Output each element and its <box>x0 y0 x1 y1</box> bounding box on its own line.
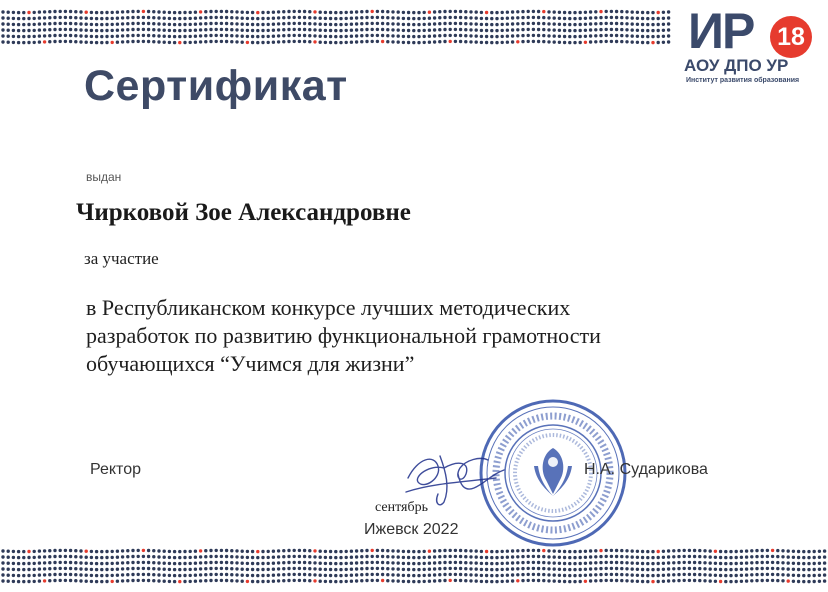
issue-city-year: Ижевск 2022 <box>364 521 459 538</box>
dotted-border-top <box>0 8 672 48</box>
dotted-border-bottom <box>0 547 828 589</box>
contest-line: в Республиканском конкурсе лучших методических <box>86 295 571 320</box>
certificate-title: Сертификат <box>84 62 348 110</box>
contest-line: разработок по развитию функциональной грамотности <box>86 323 601 348</box>
logo-mark: ИР <box>688 3 754 59</box>
institute-logo <box>674 3 824 88</box>
signer-position: Ректор <box>90 461 141 478</box>
contest-line: обучающихся “Учимся для жизни” <box>86 351 415 376</box>
issue-month: сентябрь <box>375 500 428 515</box>
contest-description <box>86 294 746 378</box>
logo-number-badge: 18 <box>770 16 812 58</box>
participation-label: за участие <box>84 249 159 268</box>
logo-caption: Институт развития образования <box>686 77 800 84</box>
signer-name: Н.А. Сударикова <box>584 461 708 478</box>
recipient-name: Чирковой Зое Александровне <box>76 199 411 226</box>
issued-label: выдан <box>86 170 122 184</box>
logo-subtitle: АОУ ДПО УР <box>684 56 789 75</box>
